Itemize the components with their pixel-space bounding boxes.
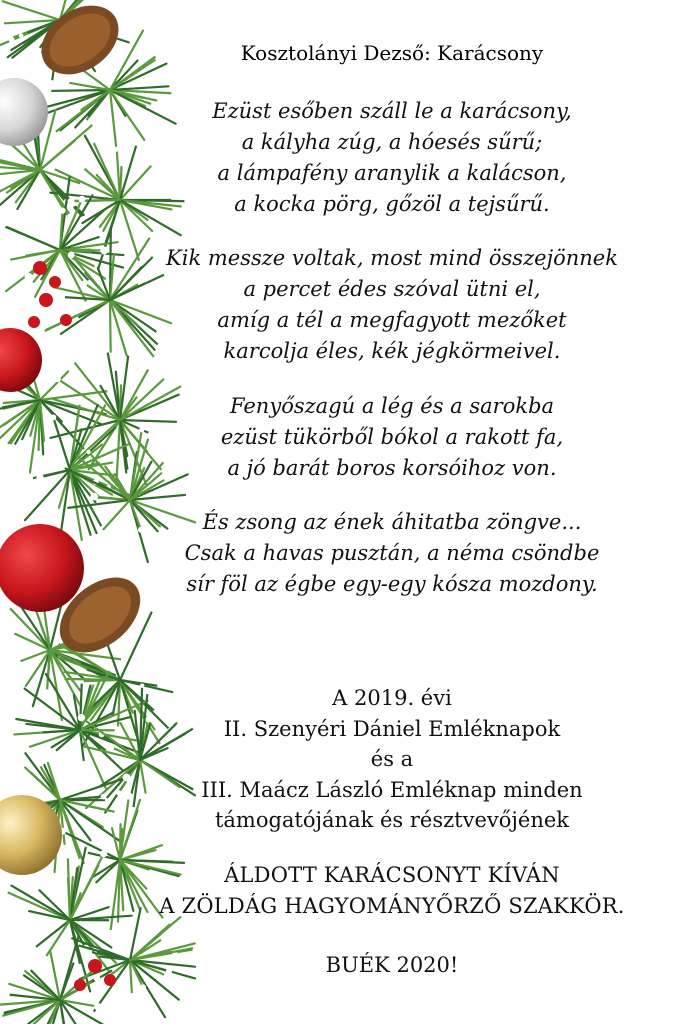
dedication-line: II. Szenyéri Dániel Emléknapok xyxy=(223,716,561,741)
dedication-text xyxy=(100,683,684,836)
new-year-greeting: BUÉK 2020! xyxy=(325,953,459,977)
dedication-line: III. Maácz László Emléknap minden xyxy=(201,777,583,802)
greeting-wish xyxy=(100,860,684,922)
poem-line: És zsong az ének áhitatba zöngve... xyxy=(202,510,582,534)
poem-stanza-4 xyxy=(100,507,684,600)
poem-stanza-2 xyxy=(100,243,684,367)
poem-line: Ezüst esőben száll le a karácsony, xyxy=(212,99,572,123)
poem-line: Csak a havas pusztán, a néma csöndbe xyxy=(184,541,600,565)
silver-ornament-icon xyxy=(0,78,48,146)
poem-line: a jó barát boros korsóihoz von. xyxy=(227,456,557,480)
poem-line: a kályha zúg, a hóesés sűrű; xyxy=(241,130,543,154)
dedication-line: támogatójának és résztvevőjének xyxy=(214,808,570,832)
poem-line: a lámpafény aranylik a kalácson, xyxy=(217,161,567,185)
poem-stanza-1 xyxy=(100,96,684,220)
poem-line: amíg a tél a megfagyott mezőket xyxy=(217,308,567,332)
poem-line: Kik messze voltak, most mind összejönnek xyxy=(166,246,618,270)
wish-line: ÁLDOTT KARÁCSONYT KÍVÁN xyxy=(224,863,560,887)
poem-title: Kosztolányi Dezső: Karácsony xyxy=(240,41,544,65)
poem-line: a percet édes szóval ütni el, xyxy=(243,277,541,301)
dedication-line: A 2019. évi xyxy=(332,686,452,710)
poem-stanza-3 xyxy=(100,391,684,484)
poem-line: sír föl az égbe egy-egy kósza mozdony. xyxy=(186,572,598,596)
poem-line: karcolja éles, kék jégkörmeivel. xyxy=(223,339,561,363)
poem-line: a kocka pörg, gőzöl a tejsűrű. xyxy=(234,192,550,216)
dedication-line: és a xyxy=(370,747,414,771)
wish-line: A ZÖLDÁG HAGYOMÁNYŐRZŐ SZAKKÖR. xyxy=(159,894,625,918)
red-ornament-icon xyxy=(0,524,84,612)
poem-line: ezüst tükörből bókol a rakott fa, xyxy=(220,425,564,449)
poem-line: Fenyőszagú a lég és a sarokba xyxy=(229,394,555,418)
